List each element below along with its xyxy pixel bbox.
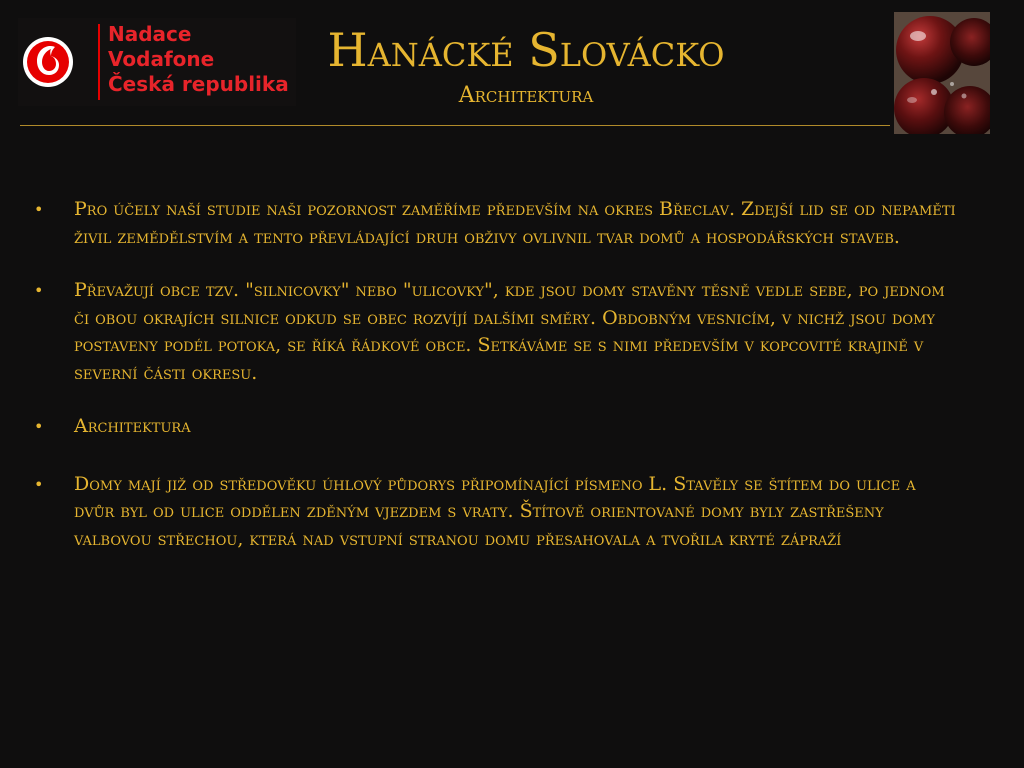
bullet-item — [30, 196, 960, 251]
bullet-item — [30, 413, 960, 441]
logo-text — [108, 22, 289, 97]
bullet-dot-icon: • — [34, 281, 44, 300]
logo-divider — [98, 24, 100, 100]
cherries-photo — [894, 12, 990, 134]
bullet-text: Převažují obce tzv. "silnicovky" nebo "ulicovky", kde jsou domy stavěny těsně vedle sebe, po jednom či obou okrajích silnice odkud se obec rozvíjí dalšími směry. Obdobným vesnicím, v nichž jsou domy postaveny podél potoka, se říká řádkové obce. Setkáváme se s nimi především v kopcovité krajině v severní části okresu. — [74, 279, 945, 384]
page-title: Hanácké Slovácko — [327, 23, 725, 77]
bullet-dot-icon: • — [34, 200, 44, 219]
header-divider — [20, 125, 890, 126]
bullet-dot-icon: • — [34, 474, 44, 494]
bullet-dot-icon: • — [34, 417, 44, 436]
bullet-text: Architektura — [74, 415, 191, 437]
bullet-item — [30, 277, 960, 387]
logo-line: Česká republika — [108, 72, 289, 96]
logo-line: Vodafone — [108, 47, 215, 71]
logo-line: Nadace — [108, 22, 192, 46]
bullet-text: Domy mají již od středověku úhlový půdorys připomínající písmeno L. Stavěly se štítem do ulice a dvůr byl od ulice oddělen zděným vjezdem s vraty. Štítově orientované domy byly zastřešeny valbovou střechou, která nad vstupní stranou domu přesahovala a tvořila kryté zápraží — [74, 472, 916, 550]
bullet-list — [30, 196, 960, 579]
vodafone-logo-icon — [22, 36, 74, 88]
nadace-vodafone-logo — [18, 18, 296, 106]
page-subtitle: Architektura — [458, 83, 594, 108]
bullet-text: Pro účely naší studie naši pozornost zaměříme především na okres Břeclav. Zdejší lid se od nepaměti živil zemědělstvím a tento převládající druh obživy ovlivnil tvar domů a hospodářských staveb. — [74, 198, 956, 248]
bullet-item — [30, 471, 960, 554]
